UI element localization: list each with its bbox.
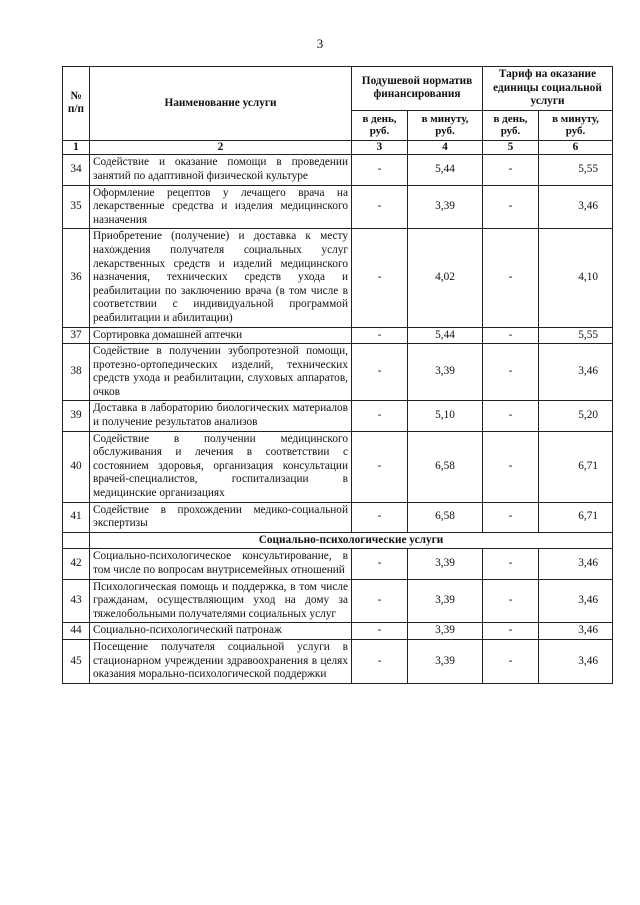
norm-per-minute: 3,39: [408, 623, 483, 640]
section-block: [63, 532, 613, 549]
service-name: Посещение получателя социальной услуги в стационарном учреждении здравоохранения в целях оказания морально-психологической поддержки: [90, 639, 352, 683]
tariff-per-day: -: [483, 549, 539, 579]
tariff-per-minute: 3,46: [539, 549, 613, 579]
tariff-per-minute: 3,46: [539, 579, 613, 623]
table-row: [63, 502, 613, 532]
tariff-per-day: -: [483, 185, 539, 229]
tariff-per-minute: 6,71: [539, 431, 613, 502]
services-block-b: [63, 549, 613, 683]
norm-per-minute: 6,58: [408, 431, 483, 502]
norm-per-minute: 5,44: [408, 155, 483, 185]
tariff-per-day: -: [483, 344, 539, 401]
row-number: 39: [63, 401, 90, 431]
service-name: Социально-психологическое консультирование, в том числе по вопросам внутрисемейных отношений: [90, 549, 352, 579]
tariff-per-day: -: [483, 623, 539, 640]
column-index: 6: [539, 140, 613, 155]
tariff-per-day: -: [483, 579, 539, 623]
table-row: [63, 579, 613, 623]
tariff-per-minute: 3,46: [539, 639, 613, 683]
table-row: [63, 549, 613, 579]
service-name: Приобретение (получение) и доставка к месту нахождения получателя социальных услуг лекарственных средств и изделий медицинского назначения, технических средств ухода и реабилитации по заключению врача (в том числе в соответствии с индивидуальной программой реабилитации и абилитации): [90, 229, 352, 327]
table-row: [63, 229, 613, 327]
header-tariff: Тариф на оказание единицы социальной услуги: [483, 67, 613, 111]
tariff-per-minute: 4,10: [539, 229, 613, 327]
norm-per-day: -: [352, 623, 408, 640]
norm-per-minute: 3,39: [408, 549, 483, 579]
service-name: Социально-психологический патронаж: [90, 623, 352, 640]
norm-per-minute: 5,10: [408, 401, 483, 431]
norm-per-day: -: [352, 502, 408, 532]
norm-per-minute: 3,39: [408, 344, 483, 401]
norm-per-day: -: [352, 639, 408, 683]
norm-per-day: -: [352, 155, 408, 185]
tariff-table: [62, 66, 613, 684]
norm-per-minute: 6,58: [408, 502, 483, 532]
column-index: 1: [63, 140, 90, 155]
row-number: 34: [63, 155, 90, 185]
table-row: [63, 639, 613, 683]
tariff-per-day: -: [483, 327, 539, 344]
tariff-per-minute: 3,46: [539, 344, 613, 401]
service-name: Содействие в прохождении медико-социальной экспертизы: [90, 502, 352, 532]
norm-per-minute: 3,39: [408, 579, 483, 623]
column-index: 2: [90, 140, 352, 155]
table-row: [63, 185, 613, 229]
section-title: Социально-психологические услуги: [90, 532, 613, 549]
page-number: 3: [316, 36, 324, 51]
tariff-per-day: -: [483, 431, 539, 502]
service-name: Оформление рецептов у лечащего врача на лекарственные средства и изделия медицинского назначения: [90, 185, 352, 229]
service-name: Сортировка домашней аптечки: [90, 327, 352, 344]
tariff-per-day: -: [483, 229, 539, 327]
tariff-per-minute: 3,46: [539, 623, 613, 640]
row-number: 35: [63, 185, 90, 229]
norm-per-minute: 3,39: [408, 185, 483, 229]
service-name: Психологическая помощь и поддержка, в том числе гражданам, осуществляющим уход на дому за тяжелобольными получателями социальных услуг: [90, 579, 352, 623]
service-name: Содействие в получении медицинского обслуживания и лечения в соответствии с состоянием здоровья, организация консультации врачей-специалистов, госпитализации в медицинские организациях: [90, 431, 352, 502]
tariff-per-day: -: [483, 401, 539, 431]
norm-per-day: -: [352, 327, 408, 344]
row-number: 44: [63, 623, 90, 640]
row-number: 42: [63, 549, 90, 579]
norm-per-day: -: [352, 401, 408, 431]
row-number: 41: [63, 502, 90, 532]
header-num: № п/п: [63, 67, 90, 141]
header-per-day-1: в день, руб.: [352, 110, 408, 140]
table-row: [63, 401, 613, 431]
header-per-day-2: в день, руб.: [483, 110, 539, 140]
services-block-a: [63, 140, 613, 532]
norm-per-minute: 5,44: [408, 327, 483, 344]
table-row: [63, 327, 613, 344]
tariff-per-day: -: [483, 502, 539, 532]
norm-per-day: -: [352, 344, 408, 401]
column-index-row: [63, 140, 613, 155]
row-number: 38: [63, 344, 90, 401]
norm-per-day: -: [352, 579, 408, 623]
tariff-per-day: -: [483, 639, 539, 683]
table-row: [63, 623, 613, 640]
tariff-per-minute: 5,20: [539, 401, 613, 431]
tariff-per-minute: 3,46: [539, 185, 613, 229]
table-row: [63, 344, 613, 401]
row-number: 36: [63, 229, 90, 327]
service-name: Доставка в лабораторию биологических материалов и получение результатов анализов: [90, 401, 352, 431]
table-row: [63, 155, 613, 185]
row-number: 45: [63, 639, 90, 683]
column-index: 5: [483, 140, 539, 155]
column-index: 3: [352, 140, 408, 155]
row-number: 43: [63, 579, 90, 623]
service-name: Содействие в получении зубопротезной помощи, протезно-ортопедических изделий, технических средств ухода и реабилитации, слуховых аппаратов, очков: [90, 344, 352, 401]
norm-per-day: -: [352, 185, 408, 229]
tariff-per-day: -: [483, 155, 539, 185]
header-service-name: Наименование услуги: [90, 67, 352, 141]
row-number: 40: [63, 431, 90, 502]
service-name: Содействие и оказание помощи в проведении занятий по адаптивной физической культуре: [90, 155, 352, 185]
tariff-per-minute: 5,55: [539, 327, 613, 344]
tariff-per-minute: 5,55: [539, 155, 613, 185]
row-number: 37: [63, 327, 90, 344]
header-financing-norm: Подушевой норматив финансирования: [352, 67, 483, 111]
norm-per-day: -: [352, 229, 408, 327]
norm-per-minute: 3,39: [408, 639, 483, 683]
tariff-per-minute: 6,71: [539, 502, 613, 532]
header-per-minute-1: в минуту, руб.: [408, 110, 483, 140]
table-row: [63, 431, 613, 502]
norm-per-minute: 4,02: [408, 229, 483, 327]
header-per-minute-2: в минуту, руб.: [539, 110, 613, 140]
norm-per-day: -: [352, 431, 408, 502]
column-index: 4: [408, 140, 483, 155]
norm-per-day: -: [352, 549, 408, 579]
